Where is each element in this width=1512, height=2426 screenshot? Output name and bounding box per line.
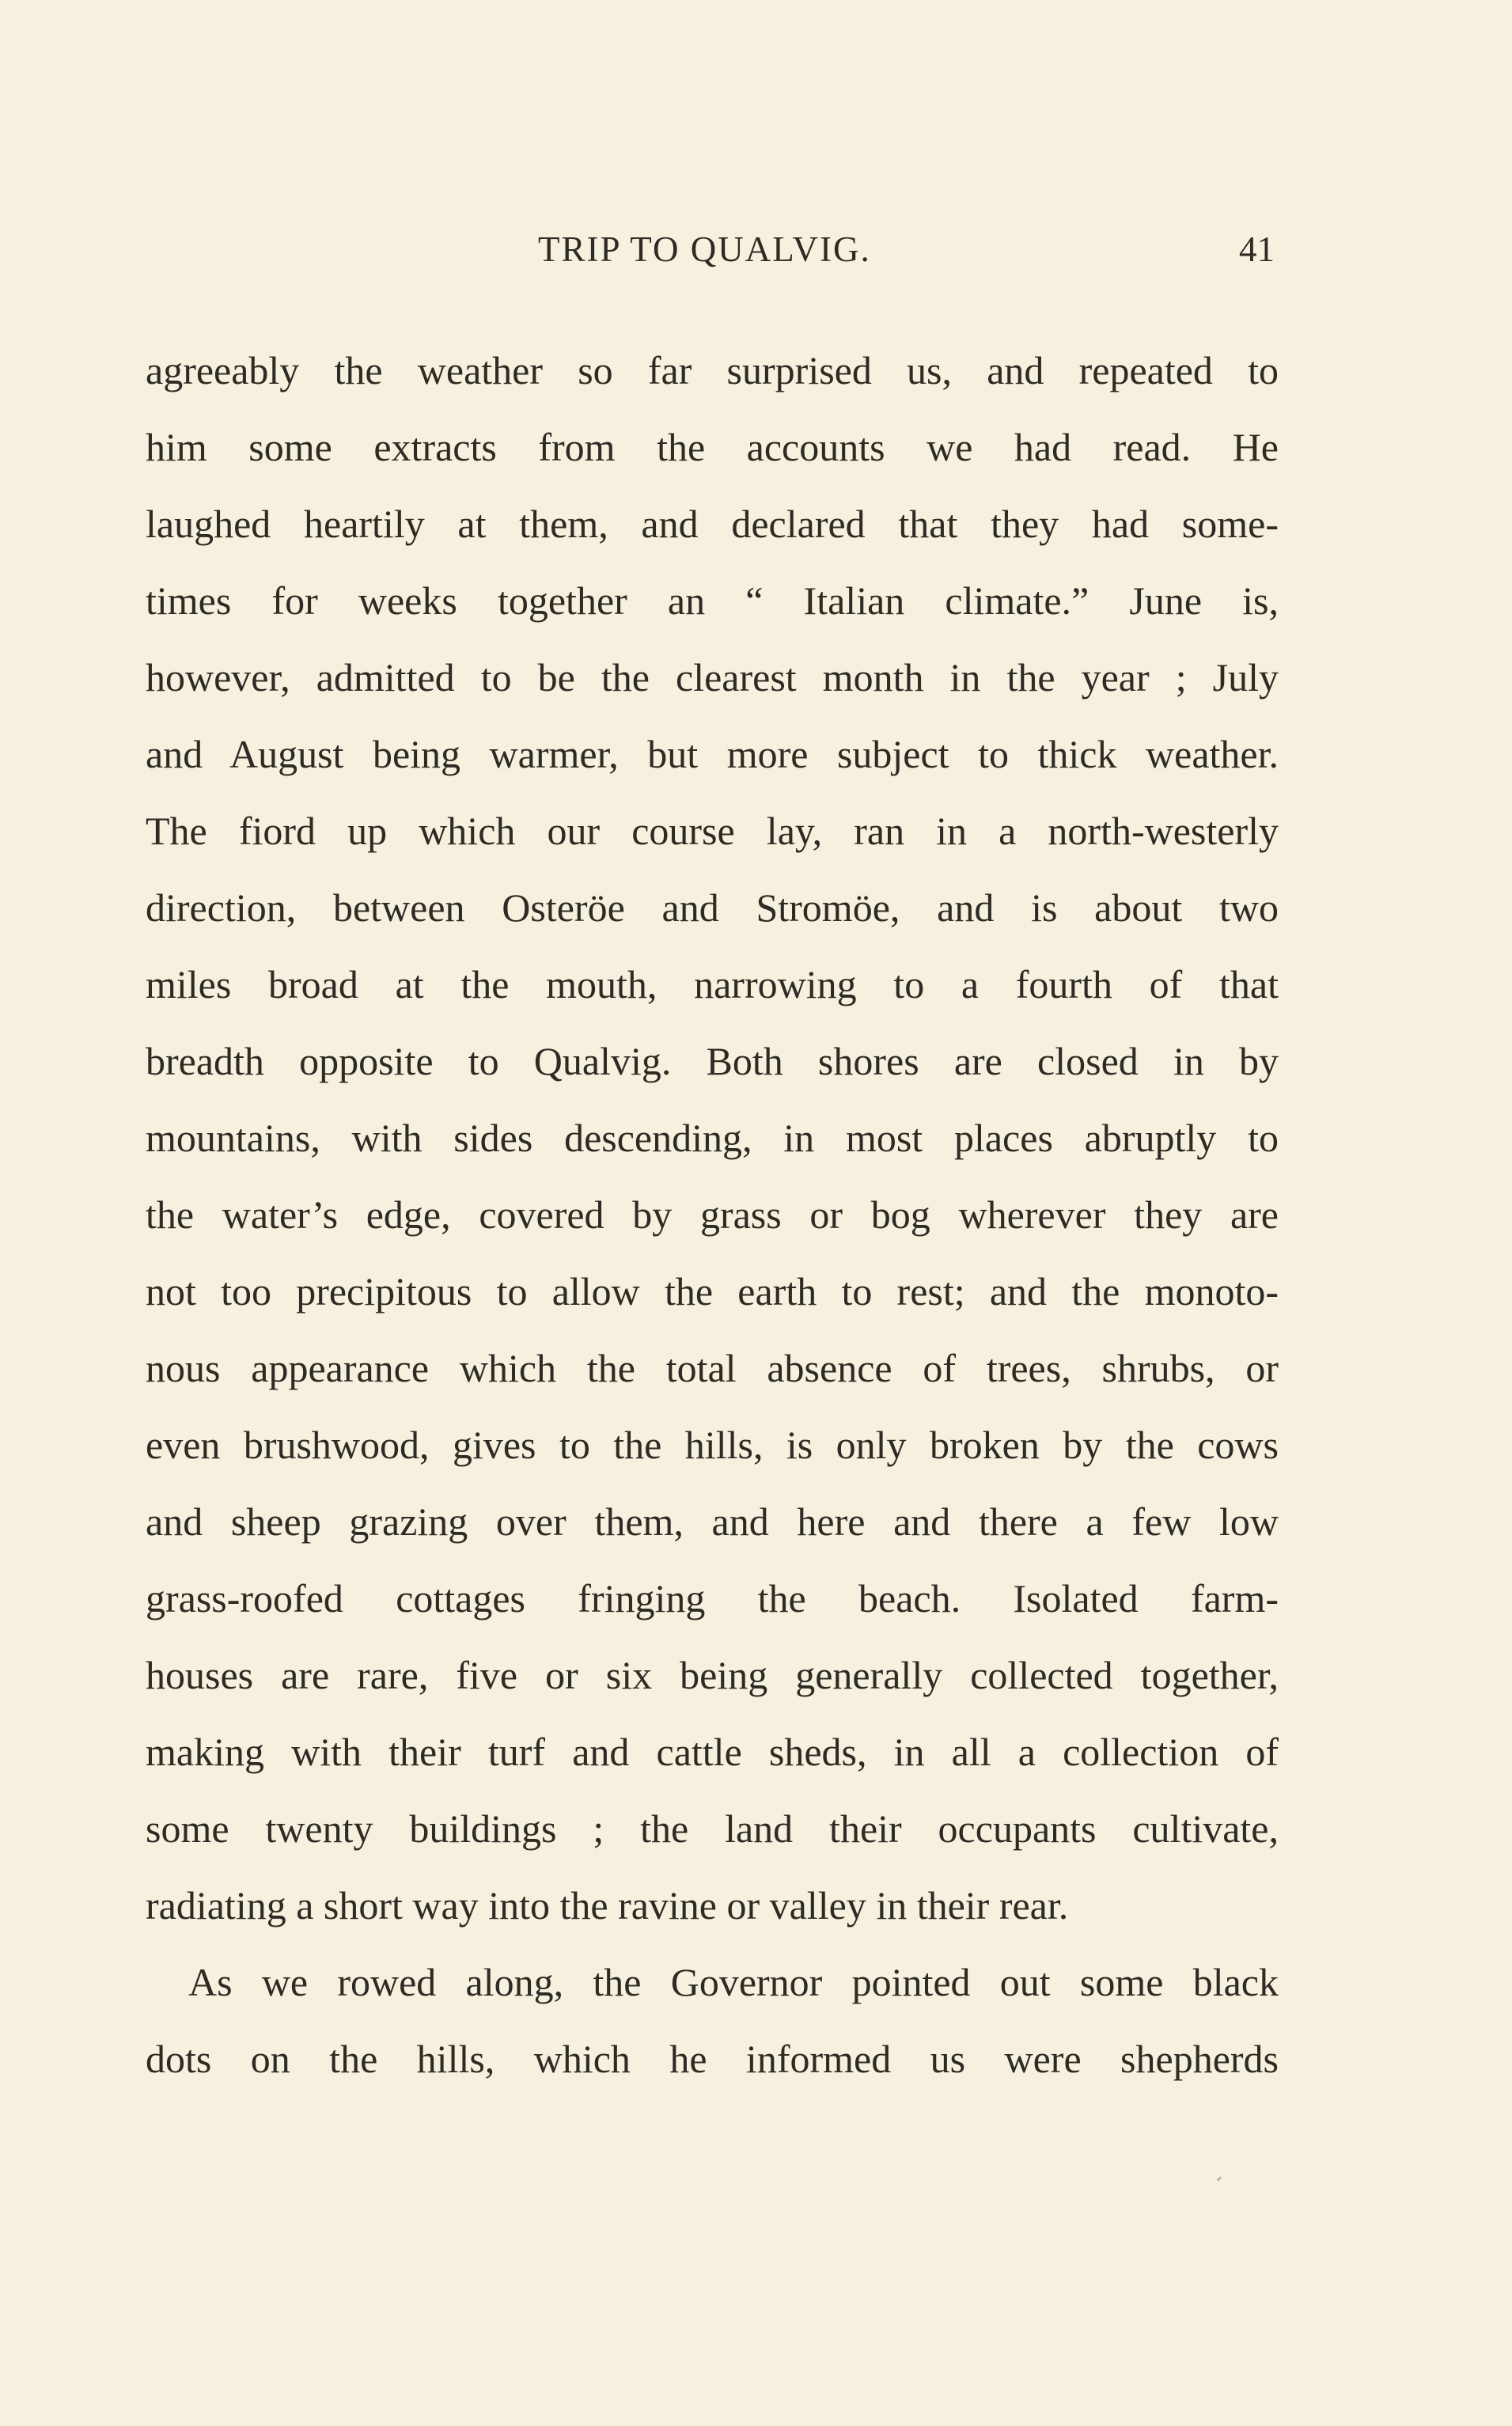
text-line: laughed heartily at them, and declared that they had some- [146,502,1279,546]
text-line: breadth opposite to Qualvig. Both shores are closed in by [146,1039,1279,1083]
body-text [146,332,1279,2098]
text-line: miles broad at the mouth, narrowing to a fourth of that [146,962,1279,1006]
text-line: however, admitted to be the clearest month in the year ; July [146,655,1279,699]
text-line: and August being warmer, but more subject to thick weather. [146,732,1279,776]
text-line: direction, between Osteröe and Stromöe, and is about two [146,885,1279,930]
text-line: agreeably the weather so far surprised us, and repeated to [146,348,1279,392]
text-line: and sheep grazing over them, and here and there a few low [146,1499,1279,1544]
paper-speck [1217,2176,1222,2181]
text-line: nous appearance which the total absence of trees, shrubs, or [146,1346,1279,1390]
text-line: some twenty buildings ; the land their occupants cultivate, [146,1806,1279,1851]
text-line: houses are rare, five or six being generally collected together, [146,1653,1279,1697]
text-line: radiating a short way into the ravine or valley in their rear. [146,1883,1069,1928]
text-line: not too precipitous to allow the earth to rest; and the monoto- [146,1269,1279,1313]
text-line: even brushwood, gives to the hills, is only broken by the cows [146,1423,1279,1467]
text-line: the water’s edge, covered by grass or bog wherever they are [146,1192,1279,1237]
text-line: making with their turf and cattle sheds, in all a collection of [146,1730,1279,1774]
page-number: 41 [1239,229,1275,269]
text-line: him some extracts from the accounts we had read. He [146,425,1279,469]
text-line: grass-roofed cottages fringing the beach. Isolated farm- [146,1576,1279,1620]
running-head [0,222,1512,277]
running-title: TRIP TO QUALVIG. [538,229,871,269]
text-line: mountains, with sides descending, in most places abruptly to [146,1116,1279,1160]
paragraph-start-line: As we rowed along, the Governor pointed out some black [188,1960,1279,2004]
text-line: dots on the hills, which he informed us were shepherds [146,2037,1279,2081]
text-line: times for weeks together an “ Italian climate.” June is, [146,578,1279,623]
text-line: The fiord up which our course lay, ran in a north-westerly [146,809,1279,853]
